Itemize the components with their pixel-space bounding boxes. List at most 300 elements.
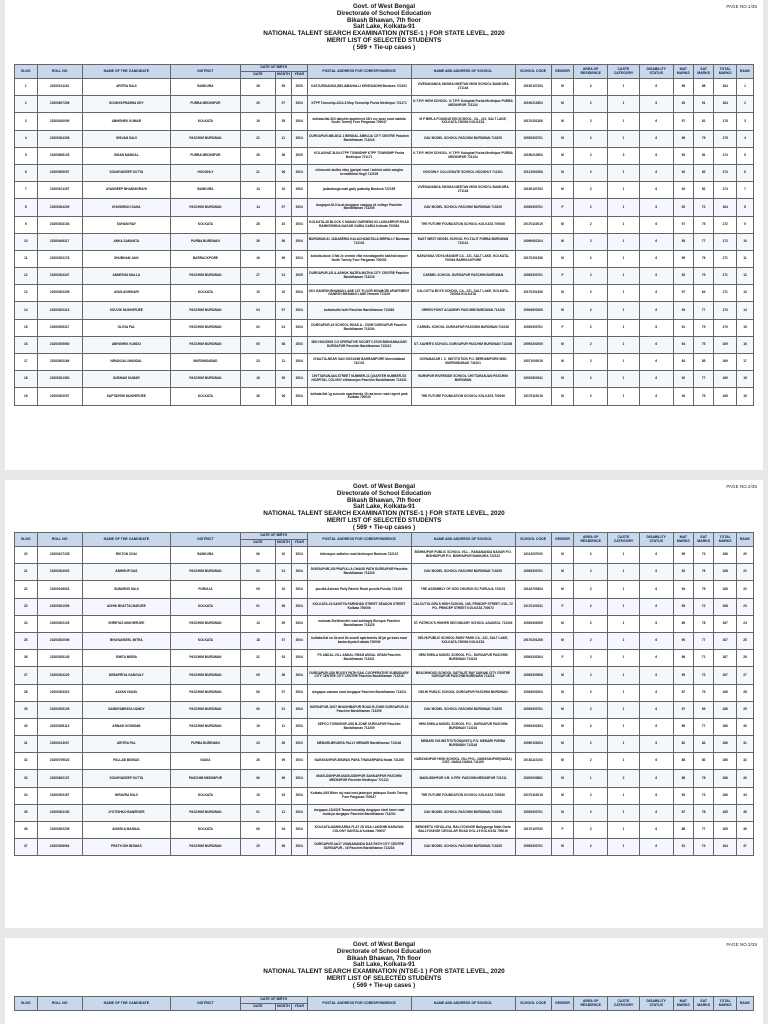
cell-school-name-address: CARMEL SCHOOL DURGAPUR PASCHIM BURDWAN 713216 — [411, 319, 515, 336]
cell-sat-marks: 72 — [694, 199, 714, 216]
cell-gender: F — [551, 598, 574, 615]
cell-caste-category: 1 — [608, 354, 640, 371]
cell-disability-status: 6 — [639, 650, 673, 667]
cell-district: PASCHIM BURDWAN — [170, 667, 240, 684]
cell-gender: F — [551, 268, 574, 285]
cell-area-of-residence: 2 — [574, 581, 608, 598]
cell-rank: 21 — [736, 564, 753, 581]
col-header-district: DISTRICT — [170, 997, 240, 1011]
cell-mat-marks: 92 — [673, 182, 693, 199]
cell-postal-address: durgapur-camara road durgapur Paschim Barddhaman 713211 — [307, 684, 411, 701]
cell-dob-date: 18 — [240, 632, 275, 649]
cell-dob-date: 21 — [240, 164, 275, 181]
cell-total-marks: 168 — [714, 564, 737, 581]
cell-school-code: 19091500011 — [515, 371, 551, 388]
col-header-dob-month: MONTH — [275, 540, 291, 547]
cell-roll-no: 23200304100 — [37, 804, 82, 821]
col-header-dob-date: DATE — [240, 1004, 275, 1011]
cell-candidate-name: SOUMYADEEP DUTTA — [82, 164, 170, 181]
cell-school-code: 19202000801 — [515, 770, 551, 787]
cell-total-marks: 166 — [714, 770, 737, 787]
cell-area-of-residence: 2 — [574, 684, 608, 701]
cell-rank: 33 — [736, 770, 753, 787]
cell-area-of-residence: 2 — [574, 718, 608, 735]
cell-roll-no: 23200301360 — [37, 371, 82, 388]
header-directorate: Directorate of School Education — [336, 947, 432, 955]
cell-total-marks: 174 — [714, 147, 737, 164]
cell-slno: 15 — [15, 319, 38, 336]
cell-area-of-residence: 2 — [574, 598, 608, 615]
cell-dob-year: 2004 — [291, 684, 307, 701]
col-header-mat: MAT MARKS — [673, 997, 693, 1011]
cell-dob-month: 02 — [275, 650, 291, 667]
cell-rank: 4 — [736, 130, 753, 147]
cell-dob-year: 2004 — [291, 667, 307, 684]
cell-total-marks: 164 — [714, 199, 737, 216]
cell-gender: M — [551, 354, 574, 371]
cell-area-of-residence: 2 — [574, 216, 608, 233]
col-header-rank: RANK — [736, 65, 753, 79]
cell-total-marks: 178 — [714, 113, 737, 130]
cell-dob-year: 2004 — [291, 787, 307, 804]
cell-school-name-address: THE FUTURE FOUNDATION SCHOOL KOLKATA 700040 — [411, 216, 515, 233]
cell-school-name-address: DAV MODEL SCHOOL PASCHIM BURDWAN 713205 — [411, 130, 515, 147]
cell-sat-marks: 73 — [694, 787, 714, 804]
cell-gender: M — [551, 302, 574, 319]
cell-dob-date: 23 — [240, 736, 275, 753]
cell-gender: F — [551, 822, 574, 839]
cell-postal-address: purulia-Ashram Pally Ranchi Road purulia Purulia 723101 — [307, 581, 411, 598]
cell-mat-marks: 84 — [673, 354, 693, 371]
cell-disability-status: 6 — [639, 199, 673, 216]
cell-school-name-address: CALCUTTA GIRLS HIGH SCHOOL 11B, PRINCEP STREET, KOL-72 PO- PRINCEP STREET KOLKATA 700072 — [411, 598, 515, 615]
cell-dob-month: 06 — [275, 250, 291, 267]
cell-district: PASCHIM BURDWAN — [170, 564, 240, 581]
cell-rank: 13 — [736, 285, 753, 302]
cell-district: PURBA BURDWAN — [170, 736, 240, 753]
cell-postal-address: durgapur-13/4/2/5 Tanna township durgapur steel town road mukhya durgapur Paschim Barddhaman 713204 — [307, 804, 411, 821]
cell-area-of-residence: 2 — [574, 667, 608, 684]
col-header-date-of-birth: DATE OF BIRTH — [240, 65, 307, 72]
cell-gender: M — [551, 667, 574, 684]
cell-mat-marks: 95 — [673, 250, 693, 267]
cell-gender: M — [551, 79, 574, 96]
table-row — [15, 388, 754, 405]
cell-school-code: 19093300701 — [515, 564, 551, 581]
cell-sat-marks: 75 — [694, 581, 714, 598]
cell-postal-address: mainsat-Shrikhandhi road sahbagnj Burnpur Paschim Barddhaman 713325 — [307, 615, 411, 632]
cell-candidate-name: SHIVAM MAJI — [82, 130, 170, 147]
cell-dob-date: 31 — [240, 650, 275, 667]
cell-caste-category: 1 — [608, 753, 640, 770]
cell-disability-status: 6 — [639, 564, 673, 581]
cell-dob-date: 04 — [240, 302, 275, 319]
cell-school-code: 19130107203 — [515, 182, 551, 199]
cell-candidate-name: SHREYAS MUKHERJEE — [82, 615, 170, 632]
cell-slno: 11 — [15, 250, 38, 267]
cell-school-name-address: EAST WEST MODEL SCHOOL PO-TALIT PURBA BURDWAN 713141 — [411, 233, 515, 250]
cell-postal-address: PS ANDAL-VILL ANDAL GRAM ANDAL GRAM Paschim Barddhaman 713321 — [307, 650, 411, 667]
cell-gender: M — [551, 113, 574, 130]
cell-gender: M — [551, 684, 574, 701]
cell-dob-year: 2004 — [291, 199, 307, 216]
cell-area-of-residence: 2 — [574, 285, 608, 302]
cell-area-of-residence: 2 — [574, 615, 608, 632]
cell-candidate-name: ISHAN MANDAL — [82, 147, 170, 164]
header-govt: Govt. of West Bengal — [352, 3, 416, 10]
cell-caste-category: 1 — [608, 839, 640, 856]
cell-dob-month: 06 — [275, 770, 291, 787]
cell-gender: F — [551, 199, 574, 216]
cell-postal-address: DURGAPUR-4a/17 JNANANANDA DAS PATH CITY CENTRE DURGAPUR - 16 Paschim Barddhaman 713216 — [307, 839, 411, 856]
cell-sat-marks: 79 — [694, 268, 714, 285]
cell-roll-no: 23200302239 — [37, 822, 82, 839]
cell-rank: 25 — [736, 632, 753, 649]
col-header-school: NAME AND ADDRESS OF SCHOOL — [411, 997, 515, 1011]
cell-disability-status: 6 — [639, 113, 673, 130]
cell-school-code: 19113207000 — [515, 547, 551, 564]
document-page-3 — [5, 938, 763, 1024]
cell-slno: 4 — [15, 130, 38, 147]
cell-candidate-name: NIRANJALI MANDAL — [82, 354, 170, 371]
col-header-sat: SAT MARKS — [694, 65, 714, 79]
cell-district: BARRACKPORE — [170, 250, 240, 267]
cell-dob-year: 2004 — [291, 96, 307, 113]
cell-dob-year: 2004 — [291, 250, 307, 267]
cell-school-code: 19170103011 — [515, 598, 551, 615]
cell-dob-year: 2004 — [291, 632, 307, 649]
cell-area-of-residence: 2 — [574, 319, 608, 336]
cell-disability-status: 6 — [639, 753, 673, 770]
cell-candidate-name: BHUVANSEEL MITRA — [82, 632, 170, 649]
cell-dob-date: 06 — [240, 701, 275, 718]
cell-mat-marks: 94 — [673, 336, 693, 353]
cell-school-name-address: CARMEL SCHOOL DURGAPUR PASCHIM BURDWAN — [411, 268, 515, 285]
cell-district: KOLKATA — [170, 388, 240, 405]
cell-dob-month: 07 — [275, 632, 291, 649]
header-merit-list: MERIT LIST OF SELECTED STUDENTS — [326, 36, 442, 44]
cell-sat-marks: 75 — [694, 388, 714, 405]
cell-candidate-name: ABHISHEK KUNDU — [82, 336, 170, 353]
document-header — [5, 938, 763, 990]
table-row — [15, 285, 754, 302]
col-header-roll-no: ROLL NO — [37, 997, 82, 1011]
cell-total-marks: 166 — [714, 736, 737, 753]
cell-slno: 33 — [15, 770, 38, 787]
cell-school-name-address: DAV MODEL SCHOOL PASCHIM BURDWAN 713205 — [411, 804, 515, 821]
cell-disability-status: 6 — [639, 354, 673, 371]
cell-dob-month: 09 — [275, 753, 291, 770]
cell-disability-status: 6 — [639, 736, 673, 753]
cell-candidate-name: SAMMYABRATA NANDY — [82, 701, 170, 718]
cell-roll-no: 23200602107 — [37, 770, 82, 787]
table-row — [15, 839, 754, 856]
header-cases: ( 569 + Tie-up cases ) — [352, 523, 416, 531]
cell-dob-year: 2003 — [291, 804, 307, 821]
cell-area-of-residence: 2 — [574, 268, 608, 285]
cell-school-name-address: BEACHWOOD SCHOOL SATYAJIT RAY SARANI CITY CENTRE DURGAPUR PASCHIM BURDWAN 713216 — [411, 667, 515, 684]
cell-district: PASCHIM MEDINIPUR — [170, 770, 240, 787]
col-header-date-of-birth: DATE OF BIRTH — [240, 997, 307, 1004]
cell-roll-no: 23200801166 — [37, 354, 82, 371]
cell-candidate-name: SAPTARSHI MUKHERJEE — [82, 388, 170, 405]
cell-gender: M — [551, 285, 574, 302]
cell-rank: 16 — [736, 336, 753, 353]
cell-postal-address: BURDWAN-51 JADABERIA KALACHANDTALA BIRPALLY Burdwan 713101 — [307, 233, 411, 250]
cell-district: PASCHIM BURDWAN — [170, 268, 240, 285]
cell-dob-date: 06 — [240, 770, 275, 787]
cell-district: PASCHIM BURDWAN — [170, 684, 240, 701]
cell-gender: M — [551, 216, 574, 233]
cell-district: KOLKATA — [170, 285, 240, 302]
cell-area-of-residence: 2 — [574, 371, 608, 388]
cell-postal-address: DURGAPUR-1/8 A-ASHOK NAZRA MATHA CITY CENTRE Paschim Barddhaman 713216 — [307, 268, 411, 285]
cell-roll-no: 23200305060 — [37, 336, 82, 353]
cell-dob-date: 26 — [240, 753, 275, 770]
cell-slno: 3 — [15, 113, 38, 130]
header-govt: Govt. of West Bengal — [352, 941, 416, 948]
cell-disability-status: 6 — [639, 598, 673, 615]
col-header-slno: SLNO — [15, 533, 38, 547]
cell-total-marks: 170 — [714, 302, 737, 319]
cell-candidate-name: SUBARNO MAJI — [82, 581, 170, 598]
cell-roll-no: 23200107135 — [37, 547, 82, 564]
cell-total-marks: 169 — [714, 371, 737, 388]
cell-district: PASCHIM BURDWAN — [170, 371, 240, 388]
cell-dob-month: 03 — [275, 787, 291, 804]
cell-school-code: 19093300701 — [515, 319, 551, 336]
cell-total-marks: 168 — [714, 547, 737, 564]
cell-slno: 37 — [15, 839, 38, 856]
cell-sat-marks: 82 — [694, 164, 714, 181]
cell-gender: M — [551, 96, 574, 113]
cell-school-name-address: THE FUTURE FOUNDATION SCHOOL KOLKATA 700040 — [411, 388, 515, 405]
cell-dob-month: 10 — [275, 182, 291, 199]
cell-rank: 23 — [736, 598, 753, 615]
col-header-district: DISTRICT — [170, 65, 240, 79]
cell-total-marks: 167 — [714, 632, 737, 649]
cell-postal-address: SEPCO TOWNSHIP-4/26 B-ZONE DURGAPUR Paschim Barddhaman 713209 — [307, 718, 411, 735]
cell-district: PURULIA — [170, 581, 240, 598]
cell-school-name-address: HEM SHEILA MODEL SCHOOL P.O.- DURGAPUR PASCHIM BURDWAN 713216 — [411, 718, 515, 735]
cell-dob-month: 06 — [275, 147, 291, 164]
page-number: PAGE NO.3/35 — [726, 942, 757, 947]
cell-disability-status: 6 — [639, 547, 673, 564]
cell-dob-year: 2004 — [291, 581, 307, 598]
table-row — [15, 718, 754, 735]
cell-dob-date: 13 — [240, 615, 275, 632]
cell-rank: 35 — [736, 804, 753, 821]
cell-mat-marks: 97 — [673, 216, 693, 233]
cell-area-of-residence: 2 — [574, 250, 608, 267]
cell-disability-status: 6 — [639, 822, 673, 839]
cell-slno: 32 — [15, 753, 38, 770]
cell-disability-status: 6 — [639, 839, 673, 856]
cell-school-code: 19130107203 — [515, 79, 551, 96]
cell-sat-marks: 91 — [694, 96, 714, 113]
cell-area-of-residence: 2 — [574, 839, 608, 856]
cell-district: KOLKATA — [170, 216, 240, 233]
cell-dob-year: 2004 — [291, 164, 307, 181]
cell-dob-year: 2005 — [291, 268, 307, 285]
cell-school-name-address: DAV MODEL SCHOOL PASCHIM BURDWAN 713205 — [411, 564, 515, 581]
cell-school-name-address: DELHI PUBLIC SCHOOL RUBY PARK CA - 221, SALT LAKE, KOLKATA-700064 KOLKATA — [411, 632, 515, 649]
cell-roll-no: 23200304209 — [37, 199, 82, 216]
cell-disability-status: 6 — [639, 130, 673, 147]
cell-disability-status: 6 — [639, 388, 673, 405]
header-merit-list: MERIT LIST OF SELECTED STUDENTS — [326, 974, 442, 982]
cell-total-marks: 167 — [714, 667, 737, 684]
cell-school-name-address: CALCUTTA BOYS SCHOOL CA - 221, SALT LAKE, KOLKATA-700064 KOLKATA — [411, 285, 515, 302]
cell-school-name-address: BURNPUR RIVERSIDE SCHOOL CHITTARANJAN PASCHIM BURDWAN — [411, 371, 515, 388]
cell-dob-year: 2004 — [291, 216, 307, 233]
cell-area-of-residence: 2 — [574, 701, 608, 718]
cell-disability-status: 6 — [639, 319, 673, 336]
cell-slno: 16 — [15, 336, 38, 353]
cell-roll-no: 23200302176 — [37, 250, 82, 267]
cell-caste-category: 1 — [608, 598, 640, 615]
cell-area-of-residence: 2 — [574, 822, 608, 839]
cell-mat-marks: 92 — [673, 268, 693, 285]
cell-school-code: 19170110019 — [515, 388, 551, 405]
cell-area-of-residence: 2 — [574, 79, 608, 96]
cell-dob-date: 22 — [240, 130, 275, 147]
cell-slno: 18 — [15, 371, 38, 388]
cell-disability-status: 6 — [639, 182, 673, 199]
cell-dob-date: 26 — [240, 147, 275, 164]
cell-roll-no: 23200430009 — [37, 113, 82, 130]
cell-candidate-name: ABHISHEK KUMAR — [82, 113, 170, 130]
cell-roll-no: 23200305145 — [37, 650, 82, 667]
cell-district: PASCHIM BURDWAN — [170, 650, 240, 667]
cell-mat-marks: 92 — [673, 564, 693, 581]
cell-district: HOOGHLY — [170, 164, 240, 181]
cell-dob-year: 2004 — [291, 770, 307, 787]
cell-rank: 28 — [736, 684, 753, 701]
cell-candidate-name: SOHAM RAY — [82, 216, 170, 233]
cell-caste-category: 1 — [608, 564, 640, 581]
cell-gender: M — [551, 804, 574, 821]
cell-district: PASCHIM BURDWAN — [170, 839, 240, 856]
table-row — [15, 564, 754, 581]
cell-school-name-address: THE ASSEMBLY OF GOD CHURCH SC PURULIA 723101 — [411, 581, 515, 598]
cell-total-marks: 166 — [714, 718, 737, 735]
cell-mat-marks: 86 — [673, 753, 693, 770]
cell-mat-marks: 87 — [673, 684, 693, 701]
cell-school-name-address: DELHI PUBLIC SCHOOL DURGAPUR PASCHIM BURDWAN — [411, 684, 515, 701]
cell-dob-date: 06 — [240, 547, 275, 564]
cell-rank: 26 — [736, 650, 753, 667]
cell-postal-address: DURGAPUR-16 SCHOOL ROAD A - ZONE DURGAPUR Paschim Barddhaman 713204 — [307, 319, 411, 336]
cell-slno: 28 — [15, 684, 38, 701]
cell-gender: M — [551, 233, 574, 250]
cell-dob-date: 15 — [240, 787, 275, 804]
cell-disability-status: 6 — [639, 632, 673, 649]
cell-disability-status: 6 — [639, 233, 673, 250]
table-row — [15, 319, 754, 336]
cell-rank: 32 — [736, 753, 753, 770]
cell-rank: 30 — [736, 718, 753, 735]
cell-candidate-name: PALLAB BISWAS — [82, 753, 170, 770]
cell-postal-address: DURGAPUR-MB-8011 1 BENGAL AMBUJA CITY CENTRE Paschim Barddhaman 713216 — [307, 130, 411, 147]
cell-caste-category: 1 — [608, 667, 640, 684]
cell-disability-status: 6 — [639, 787, 673, 804]
cell-mat-marks: 92 — [673, 199, 693, 216]
cell-dob-year: 2004 — [291, 319, 307, 336]
cell-candidate-name: ISHITA MISRA — [82, 650, 170, 667]
cell-rank: 37 — [736, 839, 753, 856]
table-row — [15, 182, 754, 199]
cell-postal-address: DURGAPUR-16/27 BHAGHBAPUR ROAD B-ZONE DURGAPUR-16 Paschim Barddhaman 713205 — [307, 701, 411, 718]
cell-total-marks: 172 — [714, 233, 737, 250]
cell-total-marks: 184 — [714, 79, 737, 96]
cell-caste-category: 1 — [608, 319, 640, 336]
cell-roll-no: 23200106023 — [37, 581, 82, 598]
cell-district: PASCHIM BURDWAN — [170, 718, 240, 735]
cell-rank: 12 — [736, 268, 753, 285]
cell-roll-no: 23200305317 — [37, 319, 82, 336]
cell-dob-year: 2004 — [291, 302, 307, 319]
cell-rank: 11 — [736, 250, 753, 267]
cell-dob-month: 10 — [275, 285, 291, 302]
cell-caste-category: 1 — [608, 285, 640, 302]
cell-disability-status: 6 — [639, 770, 673, 787]
cell-dob-year: 2003 — [291, 736, 307, 753]
cell-total-marks: 168 — [714, 581, 737, 598]
cell-dob-month: 06 — [275, 233, 291, 250]
cell-mat-marks: 91 — [673, 319, 693, 336]
col-header-caste: CASTE CATEGORY — [608, 65, 640, 79]
cell-rank: 8 — [736, 199, 753, 216]
cell-district: PURBA MEDINIPUR — [170, 147, 240, 164]
table-row — [15, 336, 754, 353]
cell-school-name-address: ST. XAVIER'S SCHOOL DURGAPUR PASCHIM BURDWAN 713206 — [411, 336, 515, 353]
document-page-2 — [5, 480, 763, 928]
cell-roll-no: 23200308064 — [37, 839, 82, 856]
cell-candidate-name: PRATYUSH BISWAS — [82, 839, 170, 856]
cell-candidate-name: ABHIRUP DAS — [82, 564, 170, 581]
cell-dob-date: 19 — [240, 718, 275, 735]
cell-postal-address: NARAYANPUR-BISWAS PARA THANARPARA Nadia 741165 — [307, 753, 411, 770]
cell-dob-month: 01 — [275, 701, 291, 718]
cell-dob-year: 2004 — [291, 113, 307, 130]
cell-postal-address: Kolkata-49/3 Bites raj road east jadavpur jadavpur South Twenty Four Parganas 700047 — [307, 787, 411, 804]
cell-postal-address: KTPP Township-4312-5 Mop Township Purba Medinipur 721171 — [307, 96, 411, 113]
cell-gender: M — [551, 718, 574, 735]
cell-slno: 27 — [15, 667, 38, 684]
cell-rank: 22 — [736, 581, 753, 598]
cell-area-of-residence: 2 — [574, 547, 608, 564]
col-header-dob-month: MONTH — [275, 1004, 291, 1011]
cell-slno: 31 — [15, 736, 38, 753]
cell-disability-status: 6 — [639, 718, 673, 735]
cell-mat-marks: 93 — [673, 147, 693, 164]
cell-gender: M — [551, 581, 574, 598]
header-cases: ( 569 + Tie-up cases ) — [352, 43, 416, 51]
cell-dob-date: 28 — [240, 79, 275, 96]
cell-dob-date: 02 — [240, 564, 275, 581]
cell-mat-marks: 93 — [673, 581, 693, 598]
cell-district: KOLKATA — [170, 598, 240, 615]
cell-sat-marks: 75 — [694, 216, 714, 233]
cell-candidate-name: KHUSHBOO SAHA — [82, 199, 170, 216]
cell-mat-marks: 97 — [673, 285, 693, 302]
cell-caste-category: 1 — [608, 233, 640, 250]
cell-caste-category: 3 — [608, 147, 640, 164]
cell-postal-address: jadavdanga-mail.gaily jadavdip Bankura 722155 — [307, 182, 411, 199]
cell-district: KOLKATA — [170, 822, 240, 839]
cell-school-name-address: BENGEETA VIDYALAYA, BALLYGUNGE Ballygunge Math Garia BALLYGUNGE CIRCULAR ROAD KOL-19 KOLKATA 700019 — [411, 822, 515, 839]
